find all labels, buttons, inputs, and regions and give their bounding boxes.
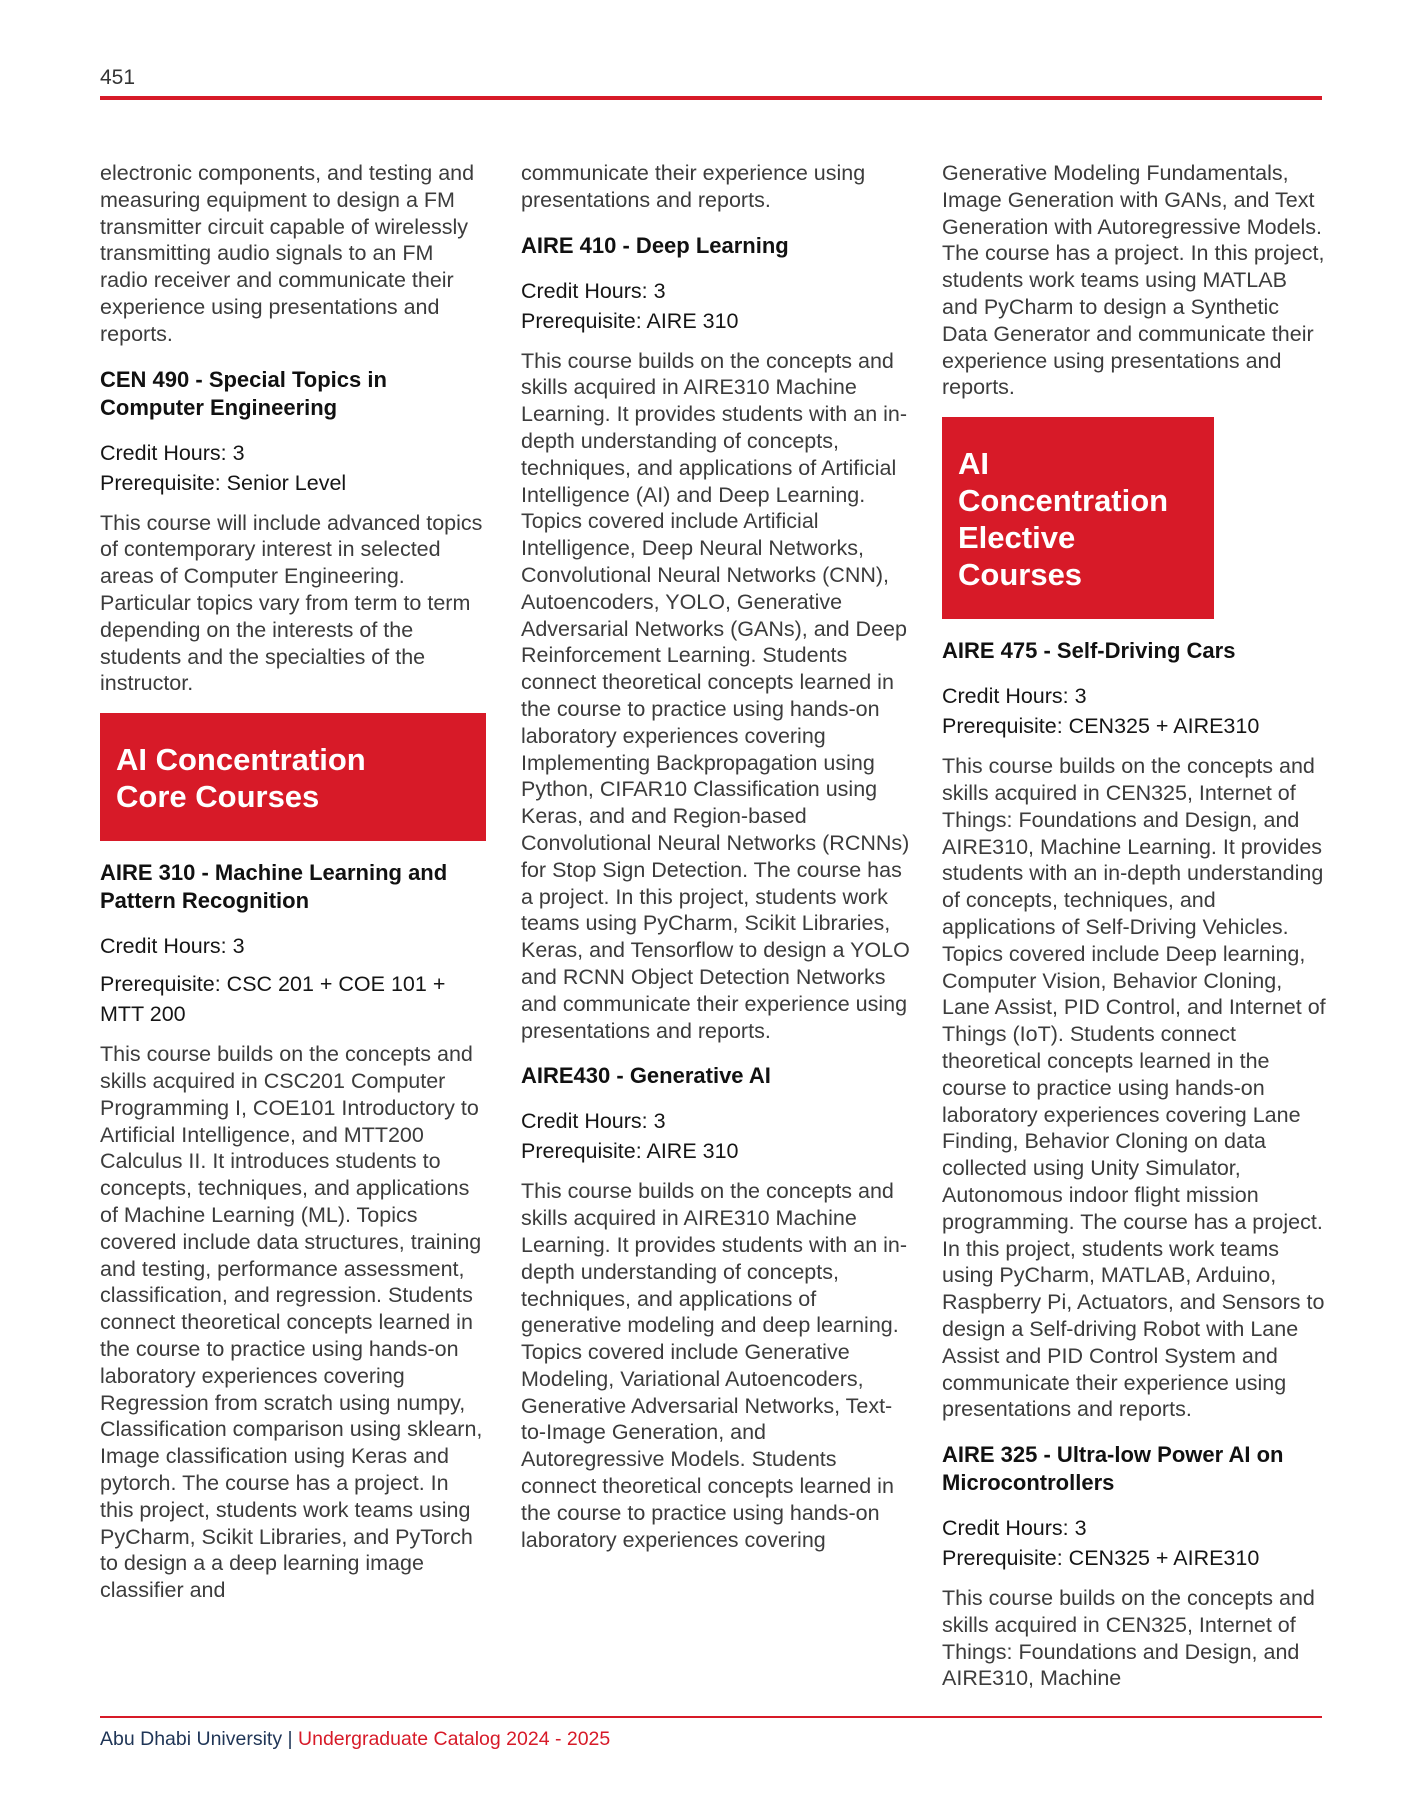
footer-separator: | xyxy=(287,1728,293,1750)
credit-hours: Credit Hours: 3 xyxy=(100,934,245,959)
credit-hours: Credit Hours: 3 xyxy=(942,1516,1087,1541)
course-meta xyxy=(521,276,913,336)
prerequisite: Prerequisite: AIRE 310 xyxy=(521,308,739,333)
course-title: AIRE430 - Generative AI xyxy=(521,1063,771,1089)
course-description: This course builds on the concepts and skills acquired in AIRE310 Machine Learning. It provides students with an in-depth understanding of concepts, techniques, and applications of Artificial Intelligence (AI) and Deep Learning. Topics covered include Artificial Intelligence, Deep Neural Networks, Convolutional Neural Networks (CNN), Autoencoders, YOLO, Generative Adversarial Networks (GANs), and Deep Reinforcement Learning. Students connect theoretical concepts learned in the course to practice using hands-on laboratory experiences covering Implementing Backpropagation using Python, CIFAR10 Classification using Keras, and and Region-based Convolutional Neural Networks (RCNNs) for Stop Sign Detection. The course has a project. In this project, students work teams using PyCharm, Scikit Libraries, Keras, and Tensorflow to design a YOLO and RCNN Object Detection Networks and communicate their experience using presentations and reports. xyxy=(521,348,910,1043)
section-banner-core xyxy=(100,713,486,841)
continued-paragraph: communicate their experience using presentations and reports. xyxy=(521,161,866,212)
section-banner-elective xyxy=(942,417,1214,619)
credit-hours: Credit Hours: 3 xyxy=(521,278,666,303)
prerequisite: Prerequisite: AIRE 310 xyxy=(521,1139,739,1164)
footer xyxy=(100,1726,610,1752)
footer-catalog: Undergraduate Catalog 2024 - 2025 xyxy=(298,1728,611,1750)
column-2 xyxy=(521,160,913,1567)
course-description: This course will include advanced topics of contemporary interest in selected areas of Computer Engineering. Particular topics vary from term to term depending on the interests of the students and the specialties of the instructor. xyxy=(100,510,483,696)
credit-hours: Credit Hours: 3 xyxy=(100,440,245,465)
course-title: AIRE 410 - Deep Learning xyxy=(521,232,789,258)
column-3 xyxy=(942,160,1326,1706)
continued-paragraph: electronic components, and testing and measuring equipment to design a FM transmitter circuit capable of wirelessly transmitting audio signals to an FM radio receiver and communicate their experience using presentations and reports. xyxy=(100,161,475,346)
prerequisite: Prerequisite: CEN325 + AIRE310 xyxy=(942,1546,1260,1571)
course-description: This course builds on the concepts and skills acquired in AIRE310 Machine Learning. It provides students with an in-depth understanding of concepts, techniques, and applications of generative modeling and deep learning. Topics covered include Generative Modeling, Variational Autoencoders, Generative Adversarial Networks, Text-to-Image Generation, and Autoregressive Models. Students connect theoretical concepts learned in the course to practice using hands-on laboratory experiences covering xyxy=(521,1179,908,1552)
page-number: 451 xyxy=(100,66,136,89)
course-description: This course builds on the concepts and skills acquired in CEN325, Internet of Things: Foundations and Design, and AIRE310, Machine xyxy=(942,1586,1315,1691)
course-title: AIRE 310 - Machine Learning and Pattern Recognition xyxy=(100,860,448,914)
course-aire475 xyxy=(942,637,1326,1423)
prerequisite: Prerequisite: CSC 201 + COE 101 + MTT 200 xyxy=(100,972,446,1027)
banner-line: AI Concentration xyxy=(958,446,1169,519)
course-aire310 xyxy=(100,859,486,1604)
course-aire430 xyxy=(521,1062,913,1553)
prerequisite: Prerequisite: CEN325 + AIRE310 xyxy=(942,714,1260,739)
course-meta xyxy=(100,438,486,498)
credit-hours: Credit Hours: 3 xyxy=(942,684,1087,709)
banner-line: Core Courses xyxy=(116,779,320,815)
footer-rule xyxy=(100,1716,1322,1718)
course-aire410 xyxy=(521,232,913,1045)
course-meta xyxy=(100,931,486,1029)
course-title: CEN 490 - Special Topics in Computer Engineering xyxy=(100,366,387,420)
course-title: AIRE 325 - Ultra-low Power AI on Microcontrollers xyxy=(942,1442,1284,1496)
course-title: AIRE 475 - Self-Driving Cars xyxy=(942,638,1236,664)
course-meta xyxy=(942,681,1326,741)
course-meta xyxy=(521,1106,913,1166)
header-rule xyxy=(100,96,1322,100)
course-aire325 xyxy=(942,1441,1326,1692)
footer-organization: Abu Dhabi University xyxy=(100,1728,283,1750)
course-meta xyxy=(942,1513,1326,1573)
credit-hours: Credit Hours: 3 xyxy=(521,1109,666,1134)
course-description: This course builds on the concepts and skills acquired in CSC201 Computer Programming I, COE101 Introductory to Artificial Intelligence, and MTT200 Calculus II. It introduces students to concepts, techniques, and applications of Machine Learning (ML). Topics covered include data structures, training and testing, performance assessment, classification, and regression. Students connect theoretical concepts learned in the course to practice using hands-on laboratory experiences covering Regression from scratch using numpy, Classification comparison using sklearn, Image classification using Keras and pytorch. The course has a project. In this project, students work teams using PyCharm, Scikit Libraries, and PyTorch to design a a deep learning image classifier and xyxy=(100,1042,483,1603)
course-description: This course builds on the concepts and skills acquired in CEN325, Internet of Things: Foundations and Design, and AIRE310, Machine Learning. It provides students with an in-depth understanding of concepts, techniques, and applications of Self-Driving Vehicles. Topics covered include Deep learning, Computer Vision, Behavior Cloning, Lane Assist, PID Control, and Internet of Things (IoT). Students connect theoretical concepts learned in the course to practice using hands-on laboratory experiences covering Lane Finding, Behavior Cloning on data collected using Unity Simulator, Autonomous indoor flight mission programming. The course has a project. In this project, students work teams using PyCharm, MATLAB, Arduino, Raspberry Pi, Actuators, and Sensors to design a Self-driving Robot with Lane Assist and PID Control System and communicate their experience using presentations and reports. xyxy=(942,754,1326,1422)
column-1 xyxy=(100,160,486,1618)
banner-line: Elective Courses xyxy=(958,520,1083,593)
prerequisite: Prerequisite: Senior Level xyxy=(100,470,347,495)
course-cen490 xyxy=(100,366,486,698)
continued-paragraph: Generative Modeling Fundamentals, Image Generation with GANs, and Text Generation with Autoregressive Models. The course has a project. In this project, students work teams using MATLAB and PyCharm to design a Synthetic Data Generator and communicate their experience using presentations and reports. xyxy=(942,161,1325,400)
banner-line: AI Concentration xyxy=(116,742,366,778)
